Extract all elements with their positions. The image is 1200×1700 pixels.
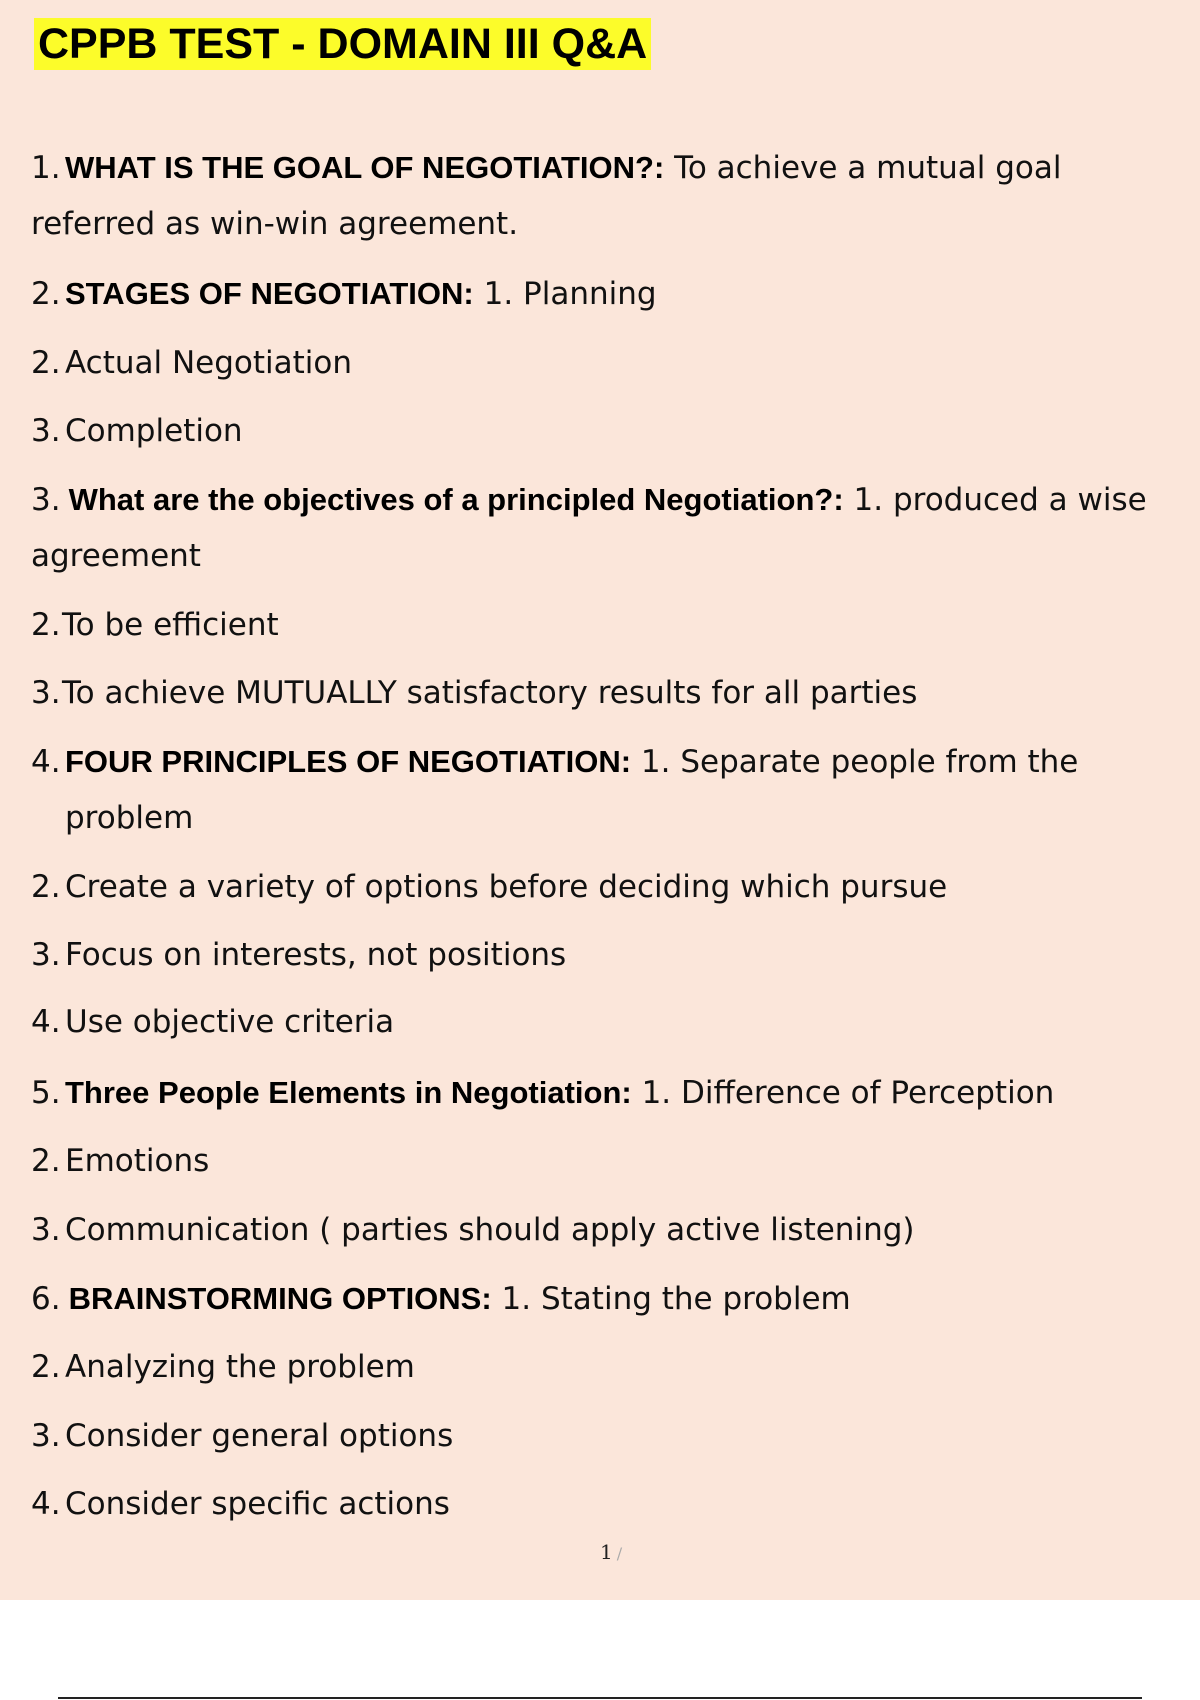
qa-item-6: [31, 1279, 851, 1319]
answer-text: Actual Negotiation: [65, 345, 353, 381]
question-text: STAGES OF NEGOTIATION:: [65, 276, 474, 311]
answer-text: Consider general options: [65, 1418, 454, 1454]
answer-text: Analyzing the problem: [65, 1349, 415, 1385]
answer-continuation: referred as win-win agreement.: [31, 206, 519, 242]
item-number: 3.: [31, 1212, 61, 1248]
item-number: 1.: [31, 150, 61, 186]
answer-list-item: [31, 867, 947, 907]
page-number: [600, 1540, 622, 1564]
answer-list-item: [31, 1210, 915, 1250]
answer-list-item: [31, 343, 352, 383]
answer-continuation: problem: [65, 800, 194, 836]
item-number: 2.: [31, 276, 61, 312]
item-number: 3.: [31, 482, 61, 518]
item-number: 2.: [31, 1349, 61, 1385]
answer-text: Emotions: [65, 1143, 210, 1179]
answer-text: Create a variety of options before deciding which pursue: [65, 869, 948, 905]
qa-item-1-continuation: [31, 204, 518, 244]
answer-list-item: [31, 1416, 453, 1456]
qa-item-1: [31, 148, 1062, 188]
answer-list-item: [31, 1484, 450, 1524]
qa-item-3-continuation: [31, 536, 201, 576]
item-number: 2.: [31, 345, 61, 381]
item-number: 3.: [31, 937, 61, 973]
qa-item-4: [31, 742, 1078, 782]
answer-list-item: [31, 1347, 415, 1387]
document-title: CPPB TEST - DOMAIN III Q&A: [34, 18, 651, 70]
qa-item-4-continuation: [31, 798, 193, 838]
item-number: 3.: [31, 1418, 61, 1454]
answer-list-item: [31, 605, 279, 645]
footer-divider: [58, 1697, 1142, 1699]
page-number-value: 1: [600, 1540, 613, 1564]
question-text: WHAT IS THE GOAL OF NEGOTIATION?:: [65, 150, 665, 185]
answer-text: 1. produced a wise: [843, 482, 1147, 518]
answer-text: To achieve a mutual goal: [664, 150, 1062, 186]
item-number: 5.: [31, 1075, 61, 1111]
answer-list-item: [31, 1141, 209, 1181]
answer-text: To achieve MUTUALLY satisfactory results for all parties: [62, 675, 918, 711]
answer-text: Use objective criteria: [65, 1004, 395, 1040]
answer-text: 1. Difference of Perception: [631, 1075, 1055, 1111]
answer-list-item: [31, 673, 917, 713]
answer-text: Consider specific actions: [65, 1486, 450, 1522]
answer-list-item: [31, 411, 243, 451]
question-text: FOUR PRINCIPLES OF NEGOTIATION:: [65, 744, 632, 779]
qa-item-3: [31, 480, 1147, 520]
qa-item-2: [31, 274, 657, 314]
answer-text: 1. Planning: [473, 276, 657, 312]
answer-text: 1. Separate people from the: [631, 744, 1079, 780]
item-number: 2.: [31, 869, 61, 905]
answer-text: To be efficient: [62, 607, 279, 643]
page-number-suffix: /: [616, 1544, 623, 1563]
answer-text: 1. Stating the problem: [491, 1281, 851, 1317]
item-number: 2.: [31, 607, 61, 643]
item-number: 4.: [31, 744, 61, 780]
answer-list-item: [31, 935, 566, 975]
item-number: 3.: [31, 675, 61, 711]
item-number: 2.: [31, 1143, 61, 1179]
answer-continuation: agreement: [31, 538, 201, 574]
answer-text: Completion: [65, 413, 243, 449]
item-number: 4.: [31, 1486, 61, 1522]
question-text: What are the objectives of a principled Negotiation?:: [68, 482, 844, 517]
question-text: BRAINSTORMING OPTIONS:: [68, 1281, 492, 1316]
item-number: 4.: [31, 1004, 61, 1040]
qa-item-5: [31, 1073, 1054, 1113]
item-number: 3.: [31, 413, 61, 449]
question-text: Three People Elements in Negotiation:: [65, 1075, 632, 1110]
answer-text: Communication ( parties should apply active listening): [65, 1212, 915, 1248]
answer-list-item: [31, 1002, 394, 1042]
answer-text: Focus on interests, not positions: [65, 937, 567, 973]
item-number: 6.: [31, 1281, 61, 1317]
